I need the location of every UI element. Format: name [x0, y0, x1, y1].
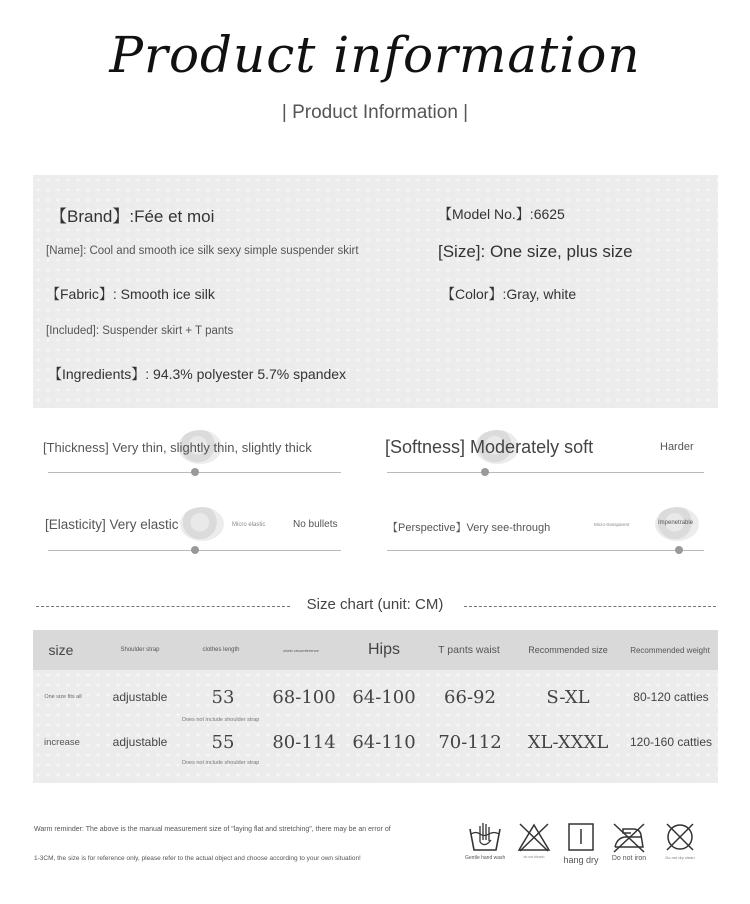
- care-no-bleach: [514, 820, 554, 859]
- thickness-knob: [191, 468, 199, 476]
- perspective-track: [387, 550, 704, 551]
- page-subtitle: | Product Information |: [281, 102, 469, 123]
- model-text: 【Model No.】:6625: [438, 206, 565, 222]
- rose-decoration: [180, 507, 224, 541]
- softness-knob: [481, 468, 489, 476]
- elasticity-label: [Elasticity] Very elastic: [45, 517, 179, 532]
- size-chart-title: Size chart (unit: CM): [306, 596, 444, 613]
- color-text: 【Color】:Gray, white: [441, 286, 577, 302]
- warm-reminder-line-2: 1-3CM, the size is for reference only, please refer to the actual object and choose according to your own situation!: [34, 855, 361, 862]
- care-label: Do not dry clean: [665, 855, 695, 860]
- row-waist: 66-92: [444, 686, 496, 708]
- elasticity-extra-label: No bullets: [293, 519, 338, 530]
- no-iron-icon: [611, 820, 647, 854]
- header-chest: chest circumference: [283, 647, 319, 653]
- elasticity-mid-label: Micro elastic: [232, 522, 266, 528]
- row-recommended-size: S-XL: [546, 686, 590, 708]
- care-label: hang dry: [563, 855, 599, 865]
- ingredients-text: 【Ingredients】: 94.3% polyester 5.7% spandex: [48, 366, 347, 382]
- row-chest: 80-114: [272, 731, 336, 753]
- row-hips: 64-110: [352, 731, 416, 753]
- row-hips: 64-100: [352, 686, 416, 708]
- hang-dry-icon: [563, 820, 599, 854]
- name-text: [Name]: Cool and smooth ice silk sexy simple suspender skirt: [46, 245, 359, 257]
- included-text: [Included]: Suspender skirt + T pants: [46, 325, 234, 337]
- header-t-pants-waist: T pants waist: [438, 644, 500, 656]
- row-size: increase: [44, 736, 80, 748]
- row-length: 53: [211, 686, 235, 708]
- brand-text: 【Brand】:Fée et moi: [50, 207, 215, 226]
- row-recommended-size: XL-XXXL: [527, 731, 609, 753]
- row-length-note: Does not include shoulder strap: [182, 717, 260, 723]
- product-info-panel: [33, 175, 718, 408]
- size-text: [Size]: One size, plus size: [438, 242, 633, 261]
- row-length: 55: [211, 731, 235, 753]
- hand-wash-icon: [467, 820, 503, 854]
- perspective-label: 【Perspective】Very see-through: [387, 522, 551, 534]
- care-label: do not bleach: [523, 855, 545, 859]
- header-recommended-size: Recommended size: [528, 645, 608, 655]
- care-label: Do not iron: [611, 855, 647, 862]
- header-hips: Hips: [367, 641, 400, 658]
- perspective-knob: [675, 546, 683, 554]
- row-strap: adjustable: [112, 735, 168, 749]
- care-no-iron: [609, 820, 649, 862]
- row-chest: 68-100: [272, 686, 336, 708]
- elasticity-knob: [191, 546, 199, 554]
- header-size: size: [48, 642, 74, 658]
- care-label: Gentle hand wash: [465, 855, 506, 861]
- header-clothes-length: clothes length: [202, 647, 240, 653]
- page-title: Product information: [109, 26, 641, 84]
- care-hand-wash: [465, 820, 505, 861]
- perspective-mid-label: Micro-transparent: [594, 522, 630, 527]
- warm-reminder-line-1: Warm reminder: The above is the manual measurement size of "laying flat and stretching", there may be an error of: [34, 826, 391, 833]
- softness-label: [Softness] Moderately soft: [385, 437, 594, 457]
- fabric-text: 【Fabric】: Smooth ice silk: [46, 286, 215, 302]
- care-no-dry-clean: [660, 820, 700, 860]
- softness-extra-label: Harder: [660, 441, 694, 453]
- row-size: One size fits all: [44, 694, 82, 700]
- perspective-extra-label: Impenetrable: [658, 520, 694, 526]
- no-dry-clean-icon: [662, 820, 698, 854]
- care-hang-dry: [561, 820, 601, 865]
- row-strap: adjustable: [112, 690, 168, 704]
- header-shoulder-strap: Shoulder strap: [120, 647, 160, 653]
- row-recommended-weight: 80-120 catties: [633, 690, 709, 704]
- row-recommended-weight: 120-160 catties: [629, 735, 713, 749]
- header-recommended-weight: Recommended weight: [630, 645, 710, 655]
- row-waist: 70-112: [438, 731, 502, 753]
- row-length-note: Does not include shoulder strap: [182, 760, 260, 766]
- thickness-label: [Thickness] Very thin, slightly thin, slightly thick: [43, 440, 312, 455]
- no-bleach-icon: [516, 820, 552, 854]
- size-chart-header: [33, 630, 718, 670]
- softness-track: [387, 472, 704, 473]
- divider: [464, 606, 716, 607]
